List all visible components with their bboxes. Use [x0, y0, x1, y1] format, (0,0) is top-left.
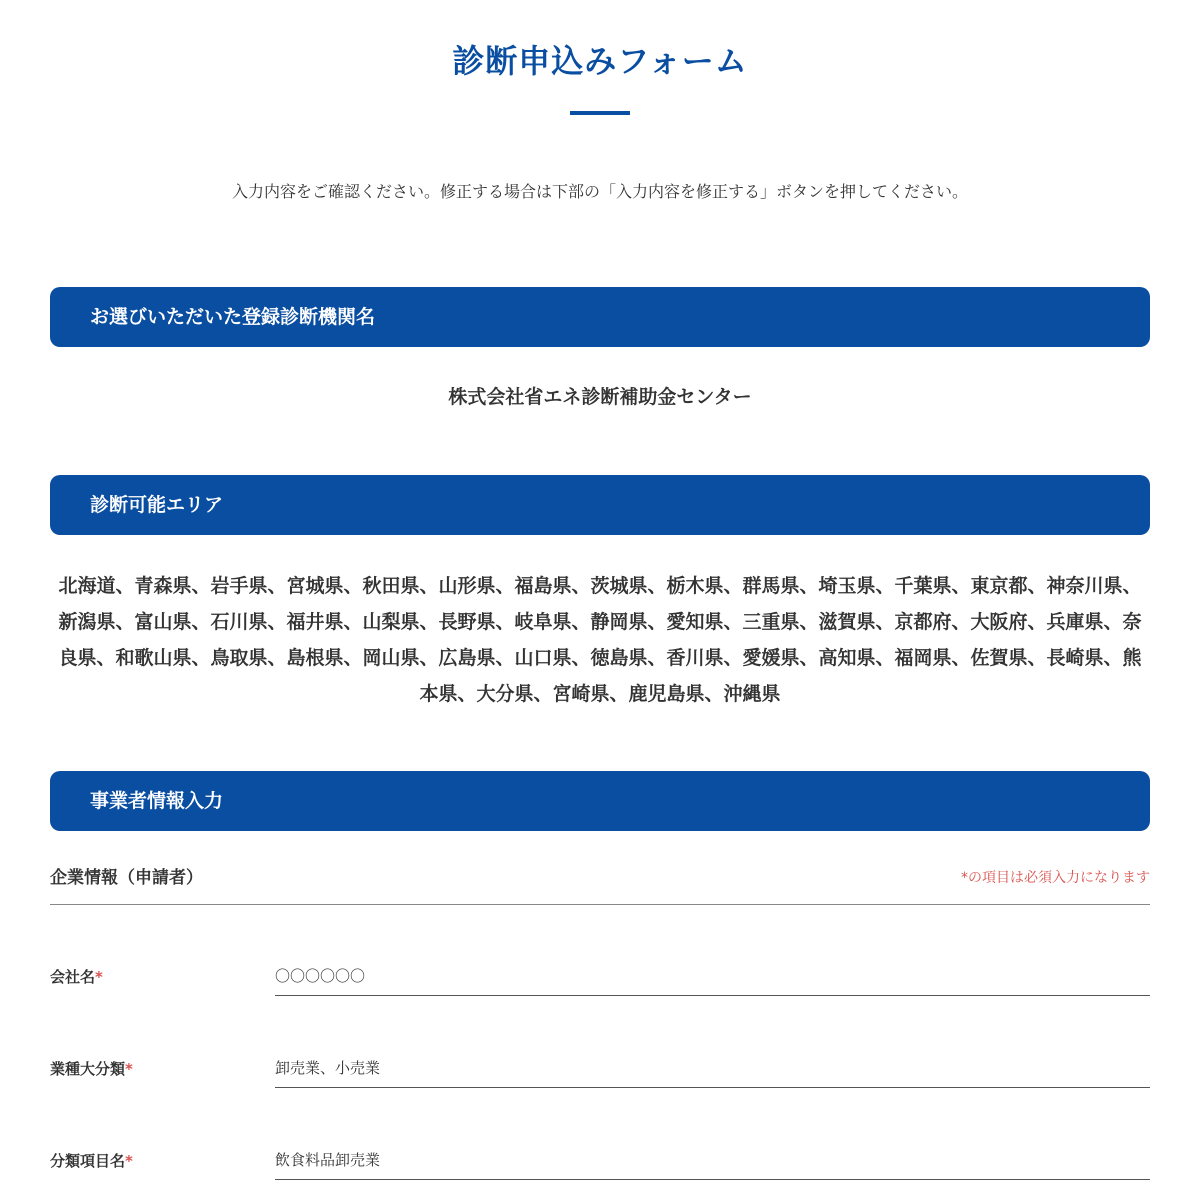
section-header-business: 事業者情報入力: [50, 771, 1150, 831]
subsection-company-info: [50, 862, 1150, 905]
field-row-category-item: [50, 1136, 1150, 1186]
industry-major-value: 卸売業、小売業: [275, 1044, 1150, 1088]
field-label-industry-major: [50, 1058, 133, 1080]
field-label-text: 会社名: [50, 968, 96, 986]
intro-text: 入力内容をご確認ください。修正する場合は下部の「入力内容を修正する」ボタンを押してください。: [231, 182, 968, 201]
section-header-areas: 診断可能エリア: [50, 475, 1150, 535]
required-mark: *: [125, 1152, 133, 1170]
agency-name: 株式会社省エネ診断補助金センター: [448, 386, 752, 408]
field-row-company-name: [50, 952, 1150, 1002]
field-label-text: 分類項目名: [50, 1152, 126, 1170]
company-name-value: 〇〇〇〇〇〇: [275, 952, 1150, 996]
page-title: 診断申込みフォーム: [452, 42, 748, 80]
section-header-agency: お選びいただいた登録診断機関名: [50, 287, 1150, 347]
areas-text: 北海道、青森県、岩手県、宮城県、秋田県、山形県、福島県、茨城県、栃木県、群馬県、埼玉県、千葉県、東京都、神奈川県、新潟県、富山県、石川県、福井県、山梨県、長野県、岐阜県、静岡県、愛知県、三重県、滋賀県、京都府、大阪府、兵庫県、奈良県、和歌山県、鳥取県、島根県、岡山県、広島県、山口県、徳島県、香川県、愛媛県、高知県、福岡県、佐賀県、長崎県、熊本県、大分県、宮崎県、鹿児島県、沖縄県: [58, 575, 1142, 705]
title-underline: [570, 111, 630, 115]
field-label-category-item: [50, 1150, 133, 1172]
field-label-text: 業種大分類: [50, 1060, 126, 1078]
required-note: *の項目は必須入力になります: [961, 870, 1150, 886]
required-mark: *: [95, 968, 103, 986]
required-mark: *: [125, 1060, 133, 1078]
field-row-industry-major: [50, 1044, 1150, 1094]
subsection-title: 企業情報（申請者）: [50, 868, 203, 888]
category-item-value: 飲食料品卸売業: [275, 1136, 1150, 1180]
field-label-company-name: [50, 966, 103, 988]
